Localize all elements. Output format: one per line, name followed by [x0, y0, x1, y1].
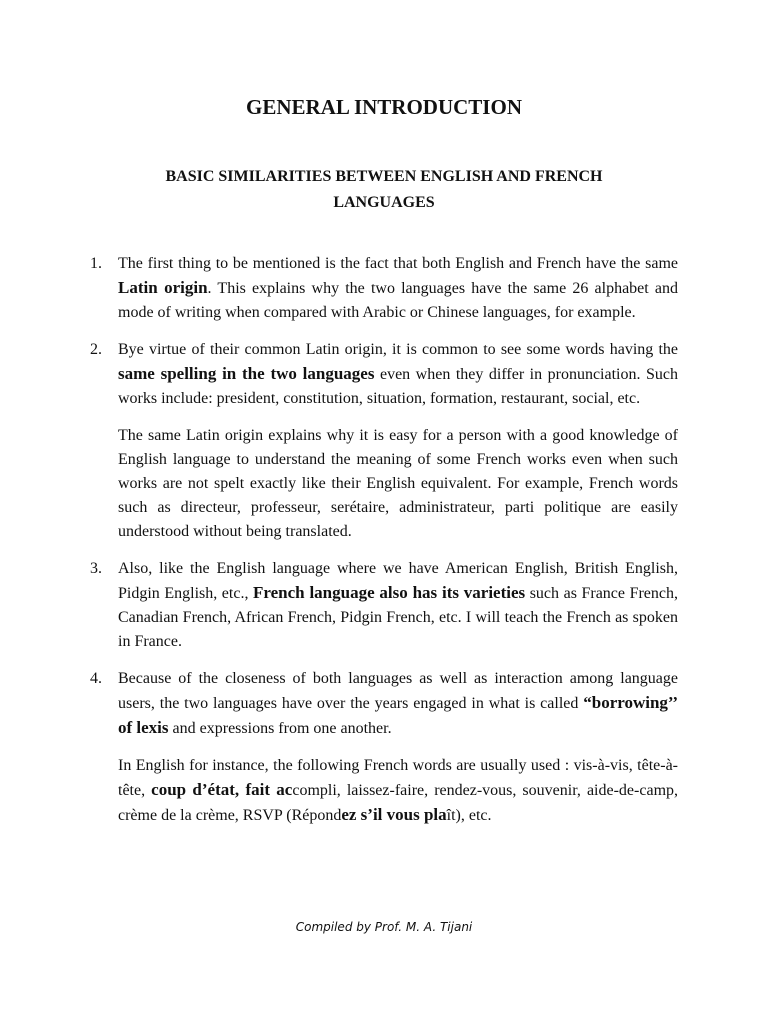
page-title: GENERAL INTRODUCTION [246, 95, 522, 119]
paragraph: Also, like the English language where we have American English, British English, Pidgin English, etc., French language also has its varieties such as France French, Canadian French, African French, Pidgin French, etc. I will teach the French as spoken in France. [118, 560, 678, 650]
paragraph: Bye virtue of their common Latin origin, it is common to see some words having the same spelling in the two languages even when they differ in pronunciation. Such works include: president, constitution, situation, formation, restaurant, social, etc. [118, 341, 678, 407]
bold-phrase: French language also has its varieties [253, 583, 526, 602]
list-item-number: 2. [90, 341, 102, 358]
list-item-number: 1. [90, 255, 102, 272]
similarities-list [0, 252, 768, 841]
list-item [0, 252, 768, 325]
bold-phrase: same spelling in the two languages [118, 364, 375, 383]
paragraph: The first thing to be mentioned is the fact that both English and French have the same Latin origin. This explains why the two languages have the same 26 alphabet and mode of writing when compared with Arabic or Chinese languages, for example. [118, 255, 678, 321]
list-item-number: 4. [90, 670, 102, 687]
list-item [0, 557, 768, 654]
paragraph: In English for instance, the following French words are usually used : vis-à-vis, tête-à-tête, coup d’état, fait accompli, laissez-faire, rendez-vous, souvenir, aide-de-camp, crème de la crème, RSVP (Répondez s’il vous plaît), etc. [118, 757, 679, 824]
list-item-number: 3. [90, 560, 102, 577]
bold-phrase: coup d’état, fait ac [151, 780, 293, 799]
paragraph: Because of the closeness of both languages as well as interaction among language users, the two languages have over the years engaged in what is called “borrowing’’ of lexis and expressions from one another. [118, 670, 678, 737]
paragraph: The same Latin origin explains why it is easy for a person with a good knowledge of English language to understand the meaning of some French works even when such works are not spelt exactly like their English equivalent. For example, French words such as directeur, professeur, serétaire, administrateur, parti politique are easily understood without being translated. [118, 427, 678, 540]
bold-phrase: “borrowing’’ of lexis [118, 693, 678, 737]
bold-phrase: Latin origin [118, 278, 208, 297]
list-item [0, 667, 768, 828]
list-item [0, 338, 768, 544]
bold-phrase: ez s’il vous pla [341, 805, 447, 824]
footer-credit: Compiled by Prof. M. A. Tijani [295, 920, 473, 934]
page-subtitle: BASIC SIMILARITIES BETWEEN ENGLISH AND FRENCH LANGUAGES [165, 168, 603, 211]
